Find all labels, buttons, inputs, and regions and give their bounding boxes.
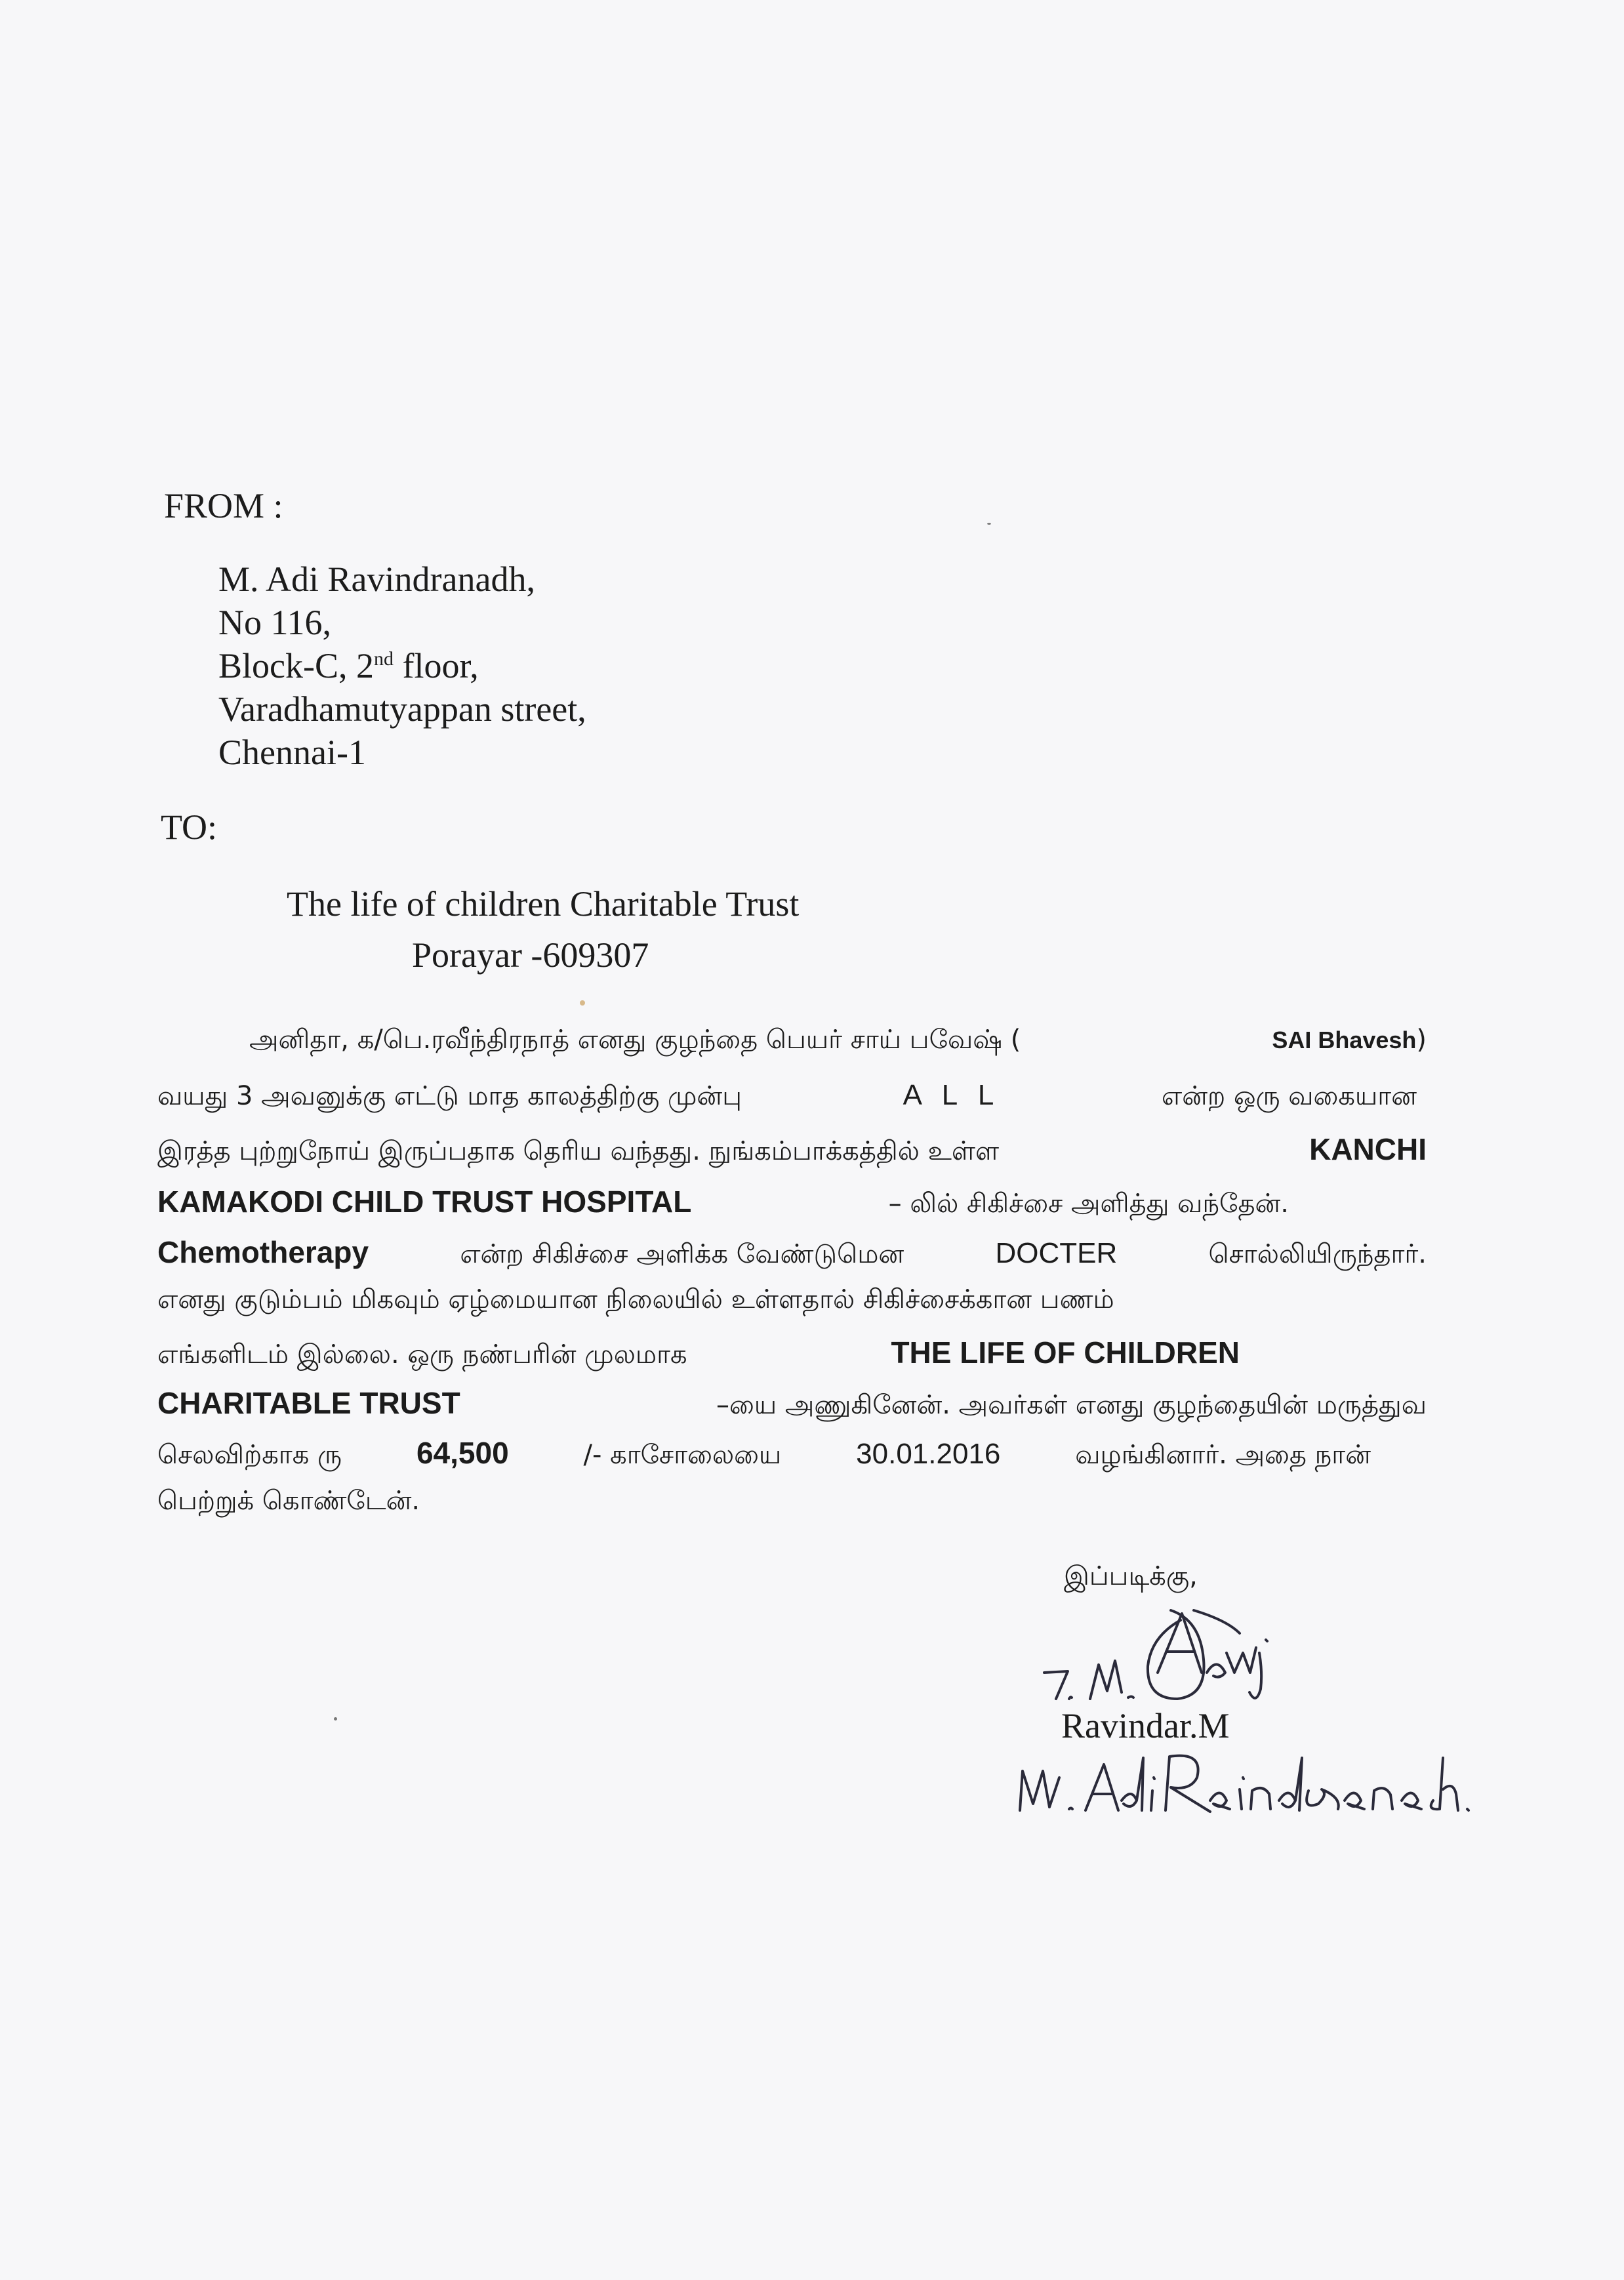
from-address — [218, 558, 586, 774]
closing-salutation: இப்படிக்கு, — [1064, 1561, 1198, 1591]
sender-name: M. Adi Ravindranadh, — [218, 560, 535, 599]
body-line-6: எனது குடும்பம் மிகவும் ஏழ்மையான நிலையில் உள்ளதால் சிகிச்சைக்கான பணம் — [157, 1284, 1114, 1314]
body-line-3: இரத்த புற்றுநோய் இருப்பதாக தெரிய வந்தது. நுங்கம்பாக்கத்தில் உள்ள KANCHI — [157, 1132, 1427, 1166]
scan-speck — [334, 1717, 337, 1720]
body-line-5: Chemotherapy என்ற சிகிச்சை அளிக்க வேண்டுமென DOCTER சொல்லியிருந்தார். — [157, 1235, 1427, 1269]
body-line-7: எங்களிடம் இல்லை. ஒரு நண்பரின் முலமாக THE LIFE OF CHILDREN — [157, 1335, 1240, 1370]
recipient-name: The life of children Charitable Trust — [287, 884, 800, 924]
sender-street: Varadhamutyappan street, — [218, 689, 586, 729]
to-label: TO: — [161, 807, 218, 847]
sender-city: Chennai-1 — [218, 733, 366, 772]
scan-speck — [987, 523, 991, 525]
body-line-10: பெற்றுக் கொண்டேன். — [157, 1486, 420, 1516]
body-line-1: அனிதா, க/பெ.ரவீந்திரநாத் எனது குழந்தை பெயர் சாய் பவேஷ் ( SAI Bhavesh) — [249, 1025, 1427, 1055]
body-line-2: வயது 3 அவனுக்கு எட்டு மாத காலத்திற்கு முன்பு A L L என்ற ஒரு வகையான — [157, 1079, 1417, 1111]
signature-bottom-image — [1013, 1738, 1472, 1823]
scan-speck — [580, 1000, 585, 1006]
signature-top-image — [1030, 1574, 1305, 1719]
recipient-address: Porayar -609307 — [412, 935, 649, 975]
body-line-4: KAMAKODI CHILD TRUST HOSPITAL – லில் சிகிச்சை அளித்து வந்தேன். — [157, 1185, 1289, 1219]
body-line-8: CHARITABLE TRUST –யை அணுகினேன். அவர்கள் எனது குழந்தையின் மருத்துவ — [157, 1386, 1427, 1420]
sender-block-floor: Block-C, 2nd floor, — [218, 646, 479, 685]
signatory-name: Ravindar.M — [1061, 1706, 1230, 1745]
body-line-9: செலவிற்காக ரு 64,500 /- காசோலையை 30.01.2016 வழங்கினார். அதை நான் — [157, 1436, 1371, 1470]
from-label: FROM : — [164, 486, 283, 525]
sender-house-number: No 116, — [218, 603, 331, 642]
